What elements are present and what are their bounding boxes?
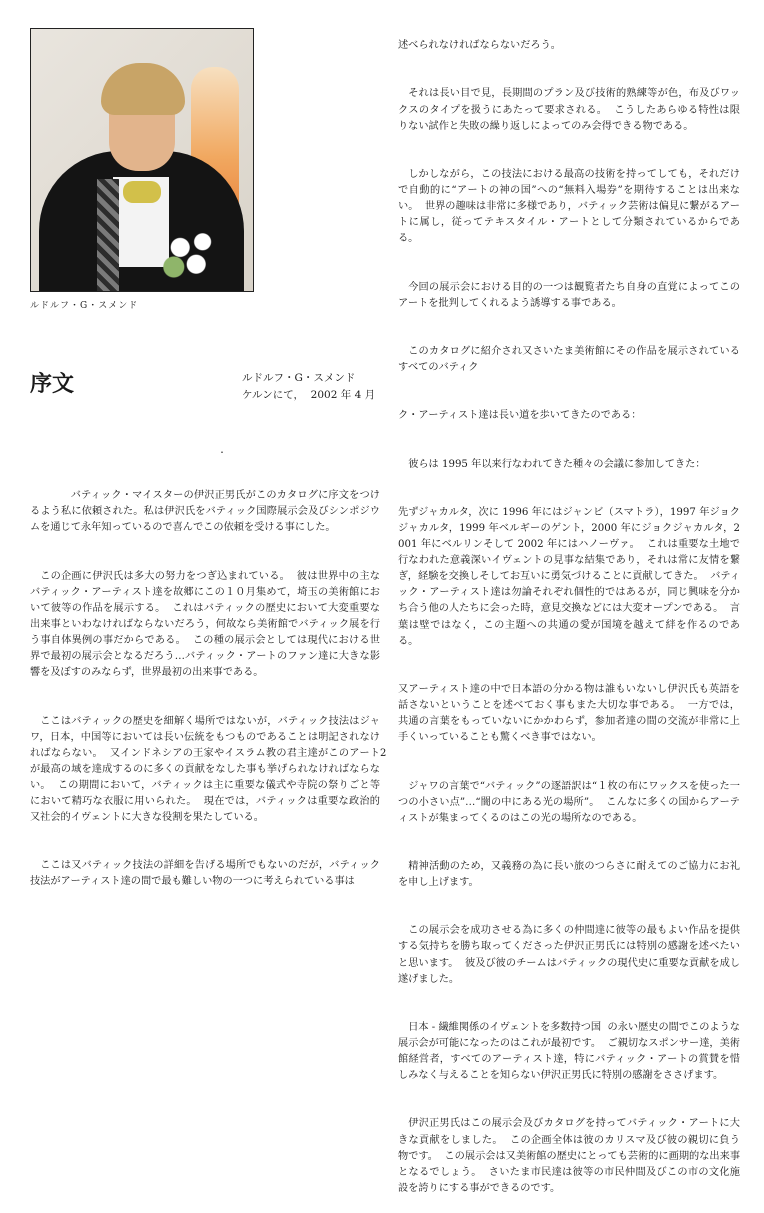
scarf xyxy=(97,179,119,292)
portrait-photo xyxy=(30,28,254,292)
page-title: 序文 xyxy=(30,372,75,397)
paragraph: ここは又バティック技法の詳細を告げる場所でもないのだが，バティック技法がアーティスト達の間で最も難しい物の一つに考えられている事は xyxy=(30,860,380,888)
author-name: ルドルフ・G・スメンド xyxy=(242,372,356,384)
paragraph: ジャワの言葉で“バティック”の逐語訳は“１枚の布にワックスを使った一つの小さい点”…“闇の中にある光の場所”。 こんなに多くの国からアーティストが集まってくるのはこの光の場所なのである。 xyxy=(398,780,740,824)
page-number: 2 xyxy=(380,748,387,759)
right-text-column xyxy=(398,6,740,1213)
flower-bouquet xyxy=(161,225,225,281)
paragraph: 今回の展示会における目的の一つは観覧者たち自身の直覚によってこのアートを批判してくれるよう誘導する事である。 xyxy=(398,281,740,309)
photo-caption: ルドルフ・G・スメンド xyxy=(30,301,139,311)
paragraph: それは長い目で見，長期間のプラン及び技術的熟練等が色，布及びワックスのタイプを扱うにあたって要求される。 こうしたあらゆる特性は限りない試作と失敗の繰り返しによってのみ会得できる物である。 xyxy=(398,88,740,132)
paragraph: 先ずジャカルタ，次に 1996 年にはジャンビ（スマトラ），1997 年ジョクジャカルタ，1999 年ベルギーのゲント，2000 年にジョクジャカルタ，2001 年にベルリンそして 2002 年にはハノーヴァ。 これは重要な土地で行なわれた意義深いイヴェントの見事な結集であり，それは常に友情を繋ぎ，経験を交換しそしてお互いに勇気づけることに貢献してきた。 バティック・アーティスト達は勿論それぞれ個性的ではあるが，同じ興味を分かち合う他の人たちに会った時，意見交換などには大変オープンである。 言葉は壁ではなく，この主題への共通の愛が国境を越えて絆を作るのである。 xyxy=(398,506,740,647)
paragraph: ここはバティックの歴史を細解く場所ではないが，バティック技法はジャワ，日本，中国等においては長い伝統をもつものであることは明記されなければならない。 又インドネシアの王家やイスラム教の君主達がこのアートが最高の域を達成するのに多くの貢献をなした事も挙げられなければならない。 この期間において，バティックは主に重要な儀式や寺院の祭りごと等において精巧な衣服に用いられた。 現在では，バティックは重要な政治的又社会的イヴェントに大きな役割を果たしている。 xyxy=(30,715,380,824)
paragraph: バティック・マイスターの伊沢正男氏がこのカタログに序文をつけるよう私に依頼された。私は伊沢氏をバティック国際展示会及びシンポジウムを通じて永年知っているので喜んでこの依頼を受ける事にした。 xyxy=(30,490,380,534)
decorative-dot: ・ xyxy=(218,448,226,457)
hair xyxy=(101,63,185,115)
paragraph: 彼らは 1995 年以来行なわれてきた種々の会議に参加してきた： xyxy=(408,458,706,470)
paragraph: 又アーティスト達の中で日本語の分かる物は誰もいないし伊沢氏も英語を話さないということを述べておく事もまた大切な事である。 一方では，共通の言葉をもっていないにかかわらず，参加者達の間の交流が非常に上手くいっていることも驚くべき事ではない。 xyxy=(398,683,740,744)
paragraph: このカタログに紹介され又さいたま美術館にその作品を展示されているすべてのバティク xyxy=(398,345,740,374)
paragraph: しかしながら，この技法における最高の技術を持ってしても，それだけで自動的に“アートの神の国”への“無料入場券”を期待することは出来ない。 世界の趣味は非常に多様であり，バティック芸術は偏見に繋がるアートに属し，従ってテキスタイル・アートとして分類されているからである。 xyxy=(398,168,740,245)
left-text-column xyxy=(30,456,380,907)
paragraph: 述べられなければならないだろう。 xyxy=(398,40,561,52)
paragraph: 精神活動のため，又義務の為に長い旅のつらさに耐えてのご協力にお礼を申し上げます。 xyxy=(398,860,740,889)
byline xyxy=(242,370,375,404)
paragraph: ク・アーティスト達は長い道を歩いてきたのである： xyxy=(398,410,642,422)
paragraph: この展示会を成功させる為に多くの仲間達に彼等の最もよい作品を提供する気持ちを勝ち取ってくださった伊沢正男氏には特別の感謝を述べたいと思います。 彼及び彼のチームはバティックの現代史に重要な貢献を成し遂げました。 xyxy=(398,925,740,985)
paragraph: この企画に伊沢氏は多大の努力をつぎ込まれている。 彼は世界中の主なバティック・アーティスト達を故郷にこの１０月集めて，埼玉の美術館において彼等の作品を展示する。 これはバティックの歴史において大変重要な出来事といわなければならないだろう，何故なら美術館でバティック展を行う事自体異例の事だからである。 この種の展示会としては現代における世界で最初の展示会となるだろう…バティック・アートのファン達に大きな影響を及ぼすのみならず，世界最初の出来事である。 xyxy=(30,570,380,679)
paragraph: 伊沢正男氏はこの展示会及びカタログを持ってバティック・アートに大きな貢献をしました。 この企画全体は彼のカリスマ及び彼の親切に負う物です。 この展示会は又美術館の歴史にとっても芸術的に画期的な出来事となるでしょう。 さいたま市民達は彼等の市民仲間及びこの市の文化施設を誇りにする事ができるのです。 xyxy=(398,1118,740,1194)
place-date: ケルンにて， 2002 年 4 月 xyxy=(242,389,376,401)
bow-tie xyxy=(123,181,161,203)
paragraph: 日本 - 繊維関係のイヴェントを多数持つ国 の永い歴史の間でこのような展示会が可能になったのはこれが最初です。 ご親切なスポンサー達，美術館経営者，すべてのアーティスト達，特にバティック・アートの賞賛を惜しみなく与えることを知らない伊沢正男氏に特別の感謝をささげます。 xyxy=(398,1021,740,1082)
